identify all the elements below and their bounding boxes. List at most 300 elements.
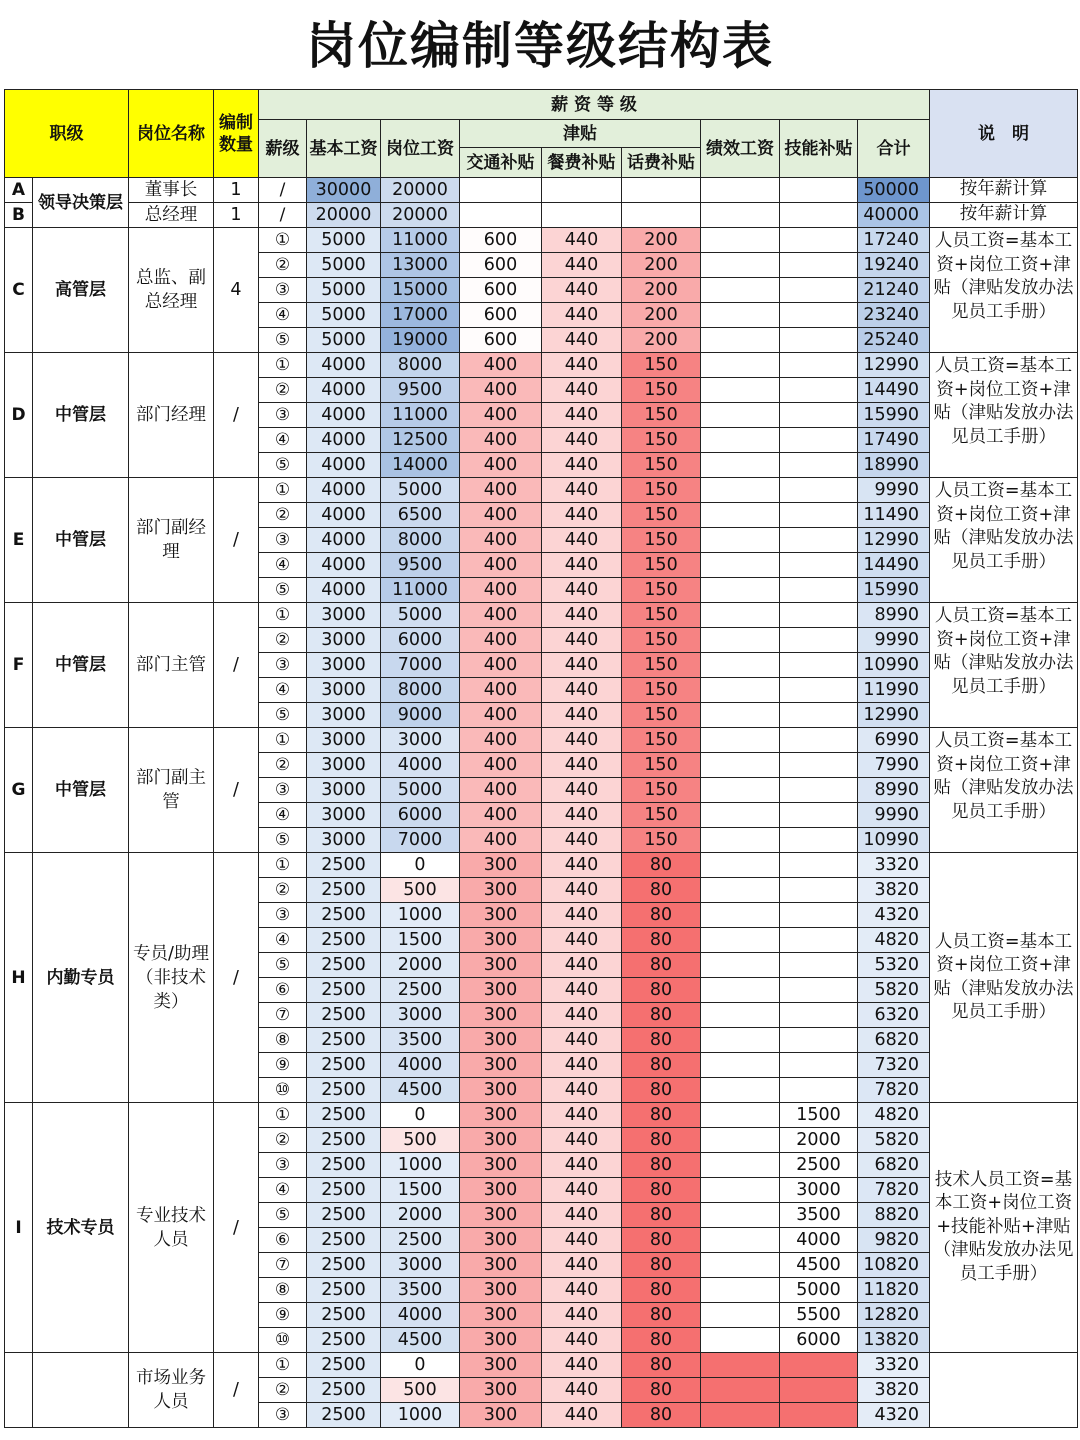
base-salary: 4000 <box>307 478 381 503</box>
transport-allowance: 300 <box>460 1253 542 1278</box>
post-salary: 5000 <box>381 603 460 628</box>
salary-grade: ③ <box>259 903 307 928</box>
skill-allowance <box>780 403 858 428</box>
salary-grade: ⑥ <box>259 1228 307 1253</box>
post-salary: 7000 <box>381 828 460 853</box>
table-row <box>5 353 1078 378</box>
phone-allowance: 150 <box>622 528 701 553</box>
salary-grade: ③ <box>259 1403 307 1428</box>
salary-grade: ⑤ <box>259 703 307 728</box>
phone-allowance: 150 <box>622 403 701 428</box>
total-salary: 6820 <box>858 1153 930 1178</box>
transport-allowance: 400 <box>460 753 542 778</box>
performance-salary <box>701 253 780 278</box>
post-salary: 4500 <box>381 1328 460 1353</box>
salary-grade: ④ <box>259 928 307 953</box>
salary-grade: ⑨ <box>259 1303 307 1328</box>
base-salary: 4000 <box>307 578 381 603</box>
phone-allowance: 80 <box>622 1103 701 1128</box>
post-salary: 2500 <box>381 1228 460 1253</box>
skill-allowance <box>780 628 858 653</box>
transport-allowance: 300 <box>460 1053 542 1078</box>
meal-allowance: 440 <box>542 228 622 253</box>
total-salary: 6990 <box>858 728 930 753</box>
post-salary: 11000 <box>381 578 460 603</box>
post-salary: 6500 <box>381 503 460 528</box>
phone-allowance <box>622 178 701 203</box>
phone-allowance: 200 <box>622 328 701 353</box>
skill-allowance <box>780 853 858 878</box>
headcount: / <box>214 1103 259 1353</box>
transport-allowance: 400 <box>460 803 542 828</box>
rank-code: A <box>5 178 33 203</box>
rank-level: 中管层 <box>33 603 129 728</box>
rank-level: 中管层 <box>33 353 129 478</box>
skill-allowance <box>780 1403 858 1428</box>
skill-allowance <box>780 378 858 403</box>
headcount: / <box>214 728 259 853</box>
salary-grade: ⑩ <box>259 1078 307 1103</box>
salary-grade: ④ <box>259 303 307 328</box>
skill-allowance <box>780 303 858 328</box>
header-transport: 交通补贴 <box>460 148 542 178</box>
skill-allowance <box>780 728 858 753</box>
phone-allowance: 80 <box>622 1253 701 1278</box>
performance-salary <box>701 1253 780 1278</box>
post-salary: 17000 <box>381 303 460 328</box>
total-salary: 10820 <box>858 1253 930 1278</box>
post-salary: 2500 <box>381 978 460 1003</box>
meal-allowance: 440 <box>542 578 622 603</box>
total-salary: 12820 <box>858 1303 930 1328</box>
note: 按年薪计算 <box>930 203 1078 228</box>
total-salary: 5820 <box>858 978 930 1003</box>
performance-salary <box>701 928 780 953</box>
base-salary: 2500 <box>307 878 381 903</box>
position-name: 部门副经理 <box>129 478 214 603</box>
meal-allowance: 440 <box>542 1028 622 1053</box>
base-salary: 2500 <box>307 1203 381 1228</box>
transport-allowance: 300 <box>460 1078 542 1103</box>
base-salary: 2500 <box>307 978 381 1003</box>
total-salary: 23240 <box>858 303 930 328</box>
headcount: / <box>214 353 259 478</box>
total-salary: 7990 <box>858 753 930 778</box>
position-name: 总经理 <box>129 203 214 228</box>
salary-grade: ① <box>259 353 307 378</box>
total-salary: 17240 <box>858 228 930 253</box>
post-salary: 1000 <box>381 1153 460 1178</box>
total-salary: 9990 <box>858 628 930 653</box>
total-salary: 40000 <box>858 203 930 228</box>
performance-salary <box>701 453 780 478</box>
performance-salary <box>701 578 780 603</box>
total-salary: 6820 <box>858 1028 930 1053</box>
performance-salary <box>701 753 780 778</box>
phone-allowance: 150 <box>622 628 701 653</box>
transport-allowance: 300 <box>460 1228 542 1253</box>
transport-allowance: 300 <box>460 1178 542 1203</box>
total-salary: 11820 <box>858 1278 930 1303</box>
phone-allowance: 150 <box>622 503 701 528</box>
meal-allowance: 440 <box>542 1228 622 1253</box>
performance-salary <box>701 828 780 853</box>
post-salary: 14000 <box>381 453 460 478</box>
salary-grade: ④ <box>259 678 307 703</box>
post-salary: 13000 <box>381 253 460 278</box>
transport-allowance: 300 <box>460 1378 542 1403</box>
table-row <box>5 178 1078 203</box>
note: 人员工资=基本工资+岗位工资+津贴（津贴发放办法见员工手册） <box>930 853 1078 1103</box>
performance-salary <box>701 203 780 228</box>
skill-allowance <box>780 353 858 378</box>
salary-grade: ③ <box>259 778 307 803</box>
base-salary: 2500 <box>307 1278 381 1303</box>
position-name: 专员/助理（非技术类） <box>129 853 214 1103</box>
salary-grade: ⑦ <box>259 1003 307 1028</box>
post-salary: 5000 <box>381 778 460 803</box>
transport-allowance: 600 <box>460 303 542 328</box>
performance-salary <box>701 228 780 253</box>
meal-allowance: 440 <box>542 353 622 378</box>
phone-allowance: 80 <box>622 1178 701 1203</box>
meal-allowance: 440 <box>542 253 622 278</box>
skill-allowance <box>780 803 858 828</box>
phone-allowance: 150 <box>622 578 701 603</box>
base-salary: 2500 <box>307 1403 381 1428</box>
base-salary: 2500 <box>307 1253 381 1278</box>
transport-allowance: 400 <box>460 603 542 628</box>
salary-grade: ① <box>259 728 307 753</box>
skill-allowance: 5500 <box>780 1303 858 1328</box>
performance-salary <box>701 978 780 1003</box>
post-salary: 4000 <box>381 1303 460 1328</box>
base-salary: 2500 <box>307 928 381 953</box>
phone-allowance: 150 <box>622 753 701 778</box>
performance-salary <box>701 353 780 378</box>
base-salary: 3000 <box>307 703 381 728</box>
total-salary: 4820 <box>858 1103 930 1128</box>
total-salary: 9990 <box>858 478 930 503</box>
skill-allowance: 3000 <box>780 1178 858 1203</box>
phone-allowance: 80 <box>622 1203 701 1228</box>
salary-grade: ④ <box>259 428 307 453</box>
salary-grade: ② <box>259 503 307 528</box>
rank-code <box>5 1353 33 1428</box>
performance-salary <box>701 678 780 703</box>
base-salary: 4000 <box>307 528 381 553</box>
meal-allowance: 440 <box>542 1078 622 1103</box>
performance-salary <box>701 1153 780 1178</box>
total-salary: 4320 <box>858 1403 930 1428</box>
transport-allowance: 600 <box>460 228 542 253</box>
salary-grade: ② <box>259 253 307 278</box>
performance-salary <box>701 403 780 428</box>
salary-grade: ① <box>259 1103 307 1128</box>
meal-allowance: 440 <box>542 978 622 1003</box>
phone-allowance: 150 <box>622 353 701 378</box>
note: 人员工资=基本工资+岗位工资+津贴（津贴发放办法见员工手册） <box>930 728 1078 853</box>
post-salary: 15000 <box>381 278 460 303</box>
transport-allowance: 400 <box>460 478 542 503</box>
performance-salary <box>701 778 780 803</box>
total-salary: 6320 <box>858 1003 930 1028</box>
post-salary: 3000 <box>381 728 460 753</box>
skill-allowance <box>780 453 858 478</box>
base-salary: 20000 <box>307 203 381 228</box>
rank-level: 内勤专员 <box>33 853 129 1103</box>
skill-allowance: 4000 <box>780 1228 858 1253</box>
meal-allowance: 440 <box>542 453 622 478</box>
transport-allowance: 300 <box>460 1403 542 1428</box>
salary-grade: ① <box>259 603 307 628</box>
transport-allowance <box>460 178 542 203</box>
meal-allowance: 440 <box>542 903 622 928</box>
rank-code: E <box>5 478 33 603</box>
transport-allowance: 300 <box>460 1353 542 1378</box>
performance-salary <box>701 1078 780 1103</box>
base-salary: 2500 <box>307 903 381 928</box>
salary-grade: ⑧ <box>259 1028 307 1053</box>
skill-allowance: 3500 <box>780 1203 858 1228</box>
position-name: 专业技术人员 <box>129 1103 214 1353</box>
total-salary: 19240 <box>858 253 930 278</box>
table-row <box>5 728 1078 753</box>
position-name: 市场业务人员 <box>129 1353 214 1428</box>
total-salary: 12990 <box>858 703 930 728</box>
meal-allowance: 440 <box>542 278 622 303</box>
phone-allowance: 200 <box>622 303 701 328</box>
table-row <box>5 1353 1078 1378</box>
performance-salary <box>701 1203 780 1228</box>
skill-allowance <box>780 1353 858 1378</box>
base-salary: 2500 <box>307 1153 381 1178</box>
phone-allowance: 200 <box>622 253 701 278</box>
salary-grade: ④ <box>259 1178 307 1203</box>
salary-grade: ② <box>259 878 307 903</box>
base-salary: 2500 <box>307 1378 381 1403</box>
performance-salary <box>701 953 780 978</box>
total-salary: 17490 <box>858 428 930 453</box>
meal-allowance: 440 <box>542 1278 622 1303</box>
meal-allowance: 440 <box>542 1353 622 1378</box>
skill-allowance <box>780 553 858 578</box>
skill-allowance <box>780 328 858 353</box>
performance-salary <box>701 728 780 753</box>
total-salary: 7820 <box>858 1078 930 1103</box>
phone-allowance: 80 <box>622 953 701 978</box>
base-salary: 2500 <box>307 1228 381 1253</box>
transport-allowance: 300 <box>460 878 542 903</box>
total-salary: 12990 <box>858 528 930 553</box>
post-salary: 0 <box>381 853 460 878</box>
note: 按年薪计算 <box>930 178 1078 203</box>
transport-allowance: 300 <box>460 978 542 1003</box>
performance-salary <box>701 1228 780 1253</box>
performance-salary <box>701 178 780 203</box>
phone-allowance: 150 <box>622 728 701 753</box>
transport-allowance: 300 <box>460 1203 542 1228</box>
table-row <box>5 1103 1078 1128</box>
post-salary: 1000 <box>381 903 460 928</box>
total-salary: 18990 <box>858 453 930 478</box>
total-salary: 14490 <box>858 378 930 403</box>
meal-allowance: 440 <box>542 303 622 328</box>
table-body <box>5 178 1078 1428</box>
salary-grade: ① <box>259 228 307 253</box>
base-salary: 2500 <box>307 1178 381 1203</box>
total-salary: 3820 <box>858 878 930 903</box>
note: 人员工资=基本工资+岗位工资+津贴（津贴发放办法见员工手册） <box>930 353 1078 478</box>
performance-salary <box>701 1003 780 1028</box>
headcount: 1 <box>214 203 259 228</box>
total-salary: 9990 <box>858 803 930 828</box>
transport-allowance: 400 <box>460 503 542 528</box>
base-salary: 2500 <box>307 1053 381 1078</box>
base-salary: 2500 <box>307 1103 381 1128</box>
phone-allowance: 80 <box>622 928 701 953</box>
phone-allowance: 80 <box>622 978 701 1003</box>
transport-allowance: 600 <box>460 328 542 353</box>
performance-salary <box>701 553 780 578</box>
post-salary: 6000 <box>381 628 460 653</box>
skill-allowance <box>780 603 858 628</box>
performance-salary <box>701 603 780 628</box>
salary-grade: ⑤ <box>259 328 307 353</box>
meal-allowance: 440 <box>542 528 622 553</box>
transport-allowance: 300 <box>460 1003 542 1028</box>
phone-allowance: 80 <box>622 1003 701 1028</box>
post-salary: 0 <box>381 1353 460 1378</box>
note: 技术人员工资=基本工资+岗位工资+技能补贴+津贴（津贴发放办法见员工手册） <box>930 1103 1078 1353</box>
phone-allowance: 150 <box>622 803 701 828</box>
skill-allowance: 6000 <box>780 1328 858 1353</box>
post-salary: 8000 <box>381 528 460 553</box>
header-allowance: 津贴 <box>460 120 701 148</box>
performance-salary <box>701 1028 780 1053</box>
skill-allowance <box>780 903 858 928</box>
meal-allowance: 440 <box>542 853 622 878</box>
rank-code: H <box>5 853 33 1103</box>
page-title: 岗位编制等级结构表 <box>306 17 774 75</box>
performance-salary <box>701 528 780 553</box>
performance-salary <box>701 1053 780 1078</box>
post-salary: 4000 <box>381 1053 460 1078</box>
transport-allowance: 400 <box>460 553 542 578</box>
total-salary: 14490 <box>858 553 930 578</box>
phone-allowance: 150 <box>622 603 701 628</box>
transport-allowance: 400 <box>460 528 542 553</box>
transport-allowance: 400 <box>460 578 542 603</box>
phone-allowance: 80 <box>622 1328 701 1353</box>
transport-allowance: 300 <box>460 903 542 928</box>
meal-allowance: 440 <box>542 803 622 828</box>
post-salary: 3500 <box>381 1278 460 1303</box>
note: 人员工资=基本工资+岗位工资+津贴（津贴发放办法见员工手册） <box>930 603 1078 728</box>
transport-allowance: 400 <box>460 378 542 403</box>
table-row <box>5 478 1078 503</box>
phone-allowance: 80 <box>622 1053 701 1078</box>
meal-allowance: 440 <box>542 1053 622 1078</box>
base-salary: 4000 <box>307 503 381 528</box>
total-salary: 11490 <box>858 503 930 528</box>
base-salary: 5000 <box>307 328 381 353</box>
transport-allowance: 300 <box>460 953 542 978</box>
transport-allowance: 300 <box>460 1103 542 1128</box>
skill-allowance: 1500 <box>780 1103 858 1128</box>
post-salary: 500 <box>381 878 460 903</box>
skill-allowance <box>780 478 858 503</box>
headcount: 4 <box>214 228 259 353</box>
transport-allowance: 300 <box>460 1328 542 1353</box>
post-salary: 8000 <box>381 678 460 703</box>
skill-allowance <box>780 953 858 978</box>
skill-allowance: 2000 <box>780 1128 858 1153</box>
rank-level: 中管层 <box>33 478 129 603</box>
base-salary: 2500 <box>307 1128 381 1153</box>
meal-allowance: 440 <box>542 478 622 503</box>
performance-salary <box>701 653 780 678</box>
meal-allowance: 440 <box>542 778 622 803</box>
header-post: 岗位工资 <box>381 120 460 178</box>
salary-structure-table <box>4 89 1078 1428</box>
skill-allowance <box>780 678 858 703</box>
meal-allowance: 440 <box>542 1328 622 1353</box>
post-salary: 1500 <box>381 1178 460 1203</box>
base-salary: 2500 <box>307 1028 381 1053</box>
header-rank: 职级 <box>5 90 129 178</box>
headcount: / <box>214 603 259 728</box>
salary-grade: ⑤ <box>259 953 307 978</box>
skill-allowance <box>780 178 858 203</box>
rank-level: 中管层 <box>33 728 129 853</box>
performance-salary <box>701 428 780 453</box>
meal-allowance: 440 <box>542 703 622 728</box>
transport-allowance: 400 <box>460 403 542 428</box>
post-salary: 3000 <box>381 1003 460 1028</box>
transport-allowance: 400 <box>460 778 542 803</box>
base-salary: 3000 <box>307 678 381 703</box>
meal-allowance: 440 <box>542 1253 622 1278</box>
meal-allowance: 440 <box>542 1178 622 1203</box>
performance-salary <box>701 803 780 828</box>
rank-level <box>33 1353 129 1428</box>
phone-allowance: 80 <box>622 1078 701 1103</box>
position-name: 部门主管 <box>129 603 214 728</box>
phone-allowance: 150 <box>622 553 701 578</box>
salary-grade: ③ <box>259 278 307 303</box>
salary-grade: ⑥ <box>259 978 307 1003</box>
rank-level: 领导决策层 <box>33 178 129 228</box>
skill-allowance <box>780 528 858 553</box>
meal-allowance: 440 <box>542 1003 622 1028</box>
post-salary: 6000 <box>381 803 460 828</box>
phone-allowance: 80 <box>622 1403 701 1428</box>
post-salary: 1500 <box>381 928 460 953</box>
base-salary: 2500 <box>307 1303 381 1328</box>
performance-salary <box>701 1403 780 1428</box>
salary-grade: ③ <box>259 528 307 553</box>
post-salary: 4500 <box>381 1078 460 1103</box>
performance-salary <box>701 1328 780 1353</box>
rank-level: 高管层 <box>33 228 129 353</box>
base-salary: 3000 <box>307 828 381 853</box>
total-salary: 5820 <box>858 1128 930 1153</box>
meal-allowance: 440 <box>542 953 622 978</box>
performance-salary <box>701 478 780 503</box>
meal-allowance: 440 <box>542 928 622 953</box>
post-salary: 1000 <box>381 1403 460 1428</box>
